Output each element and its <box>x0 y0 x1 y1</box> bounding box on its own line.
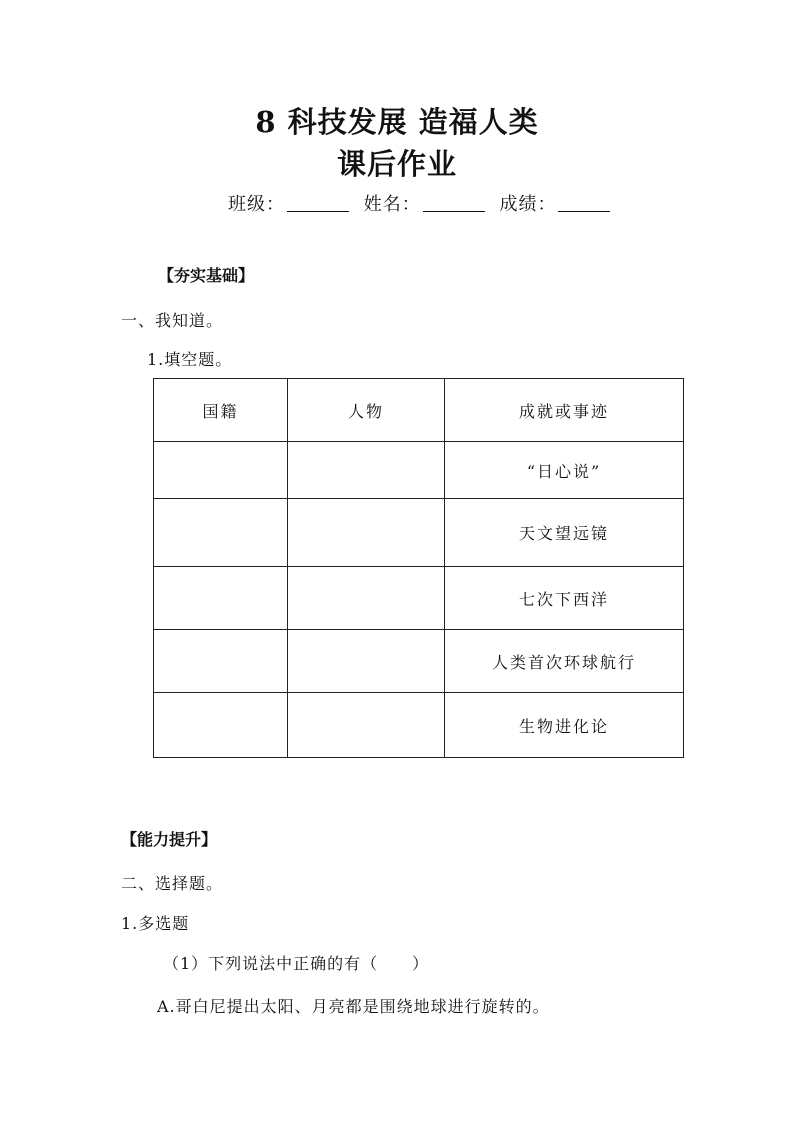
person-cell[interactable] <box>288 693 445 758</box>
part-one-heading: 一、我知道。 <box>121 311 224 330</box>
table-row <box>154 442 684 499</box>
person-cell[interactable] <box>288 442 445 499</box>
fill-in-table <box>153 378 684 758</box>
fill-blank-question: 1.填空题。 <box>147 350 233 369</box>
nationality-cell[interactable] <box>154 693 288 758</box>
score-blank[interactable] <box>558 195 610 212</box>
section-heading-ability: 【能力提升】 <box>121 830 218 849</box>
table-row <box>154 630 684 693</box>
header-nationality: 国籍 <box>154 379 288 442</box>
class-blank[interactable] <box>287 195 349 212</box>
student-info-line <box>228 190 618 216</box>
table-row <box>154 499 684 567</box>
nationality-cell[interactable] <box>154 630 288 693</box>
multi-choice-question: 1.多选题 <box>121 914 190 933</box>
person-cell[interactable] <box>288 567 445 630</box>
sub-question-1: （1）下列说法中正确的有（ ） <box>163 954 430 973</box>
achievement-cell: 天文望远镜 <box>445 499 684 567</box>
section-heading-basics: 【夯实基础】 <box>158 266 255 285</box>
class-label: 班级： <box>228 194 285 215</box>
header-person: 人物 <box>288 379 445 442</box>
table-row <box>154 567 684 630</box>
option-a[interactable]: A.哥白尼提出太阳、月亮都是围绕地球进行旋转的。 <box>157 997 550 1016</box>
page-subtitle: 课后作业 <box>336 147 457 181</box>
nationality-cell[interactable] <box>154 499 288 567</box>
nationality-cell[interactable] <box>154 442 288 499</box>
nationality-cell[interactable] <box>154 567 288 630</box>
header-achievement: 成就或事迹 <box>445 379 684 442</box>
name-blank[interactable] <box>423 195 485 212</box>
achievement-cell: 生物进化论 <box>445 693 684 758</box>
name-label: 姓名： <box>363 194 421 215</box>
achievement-cell: “日心说” <box>445 442 684 499</box>
part-two-heading: 二、选择题。 <box>121 874 224 893</box>
page-title: 8 科技发展 造福人类 <box>255 105 539 139</box>
person-cell[interactable] <box>288 499 445 567</box>
table-header-row <box>154 379 684 442</box>
score-label: 成绩： <box>499 194 557 215</box>
achievement-cell: 七次下西洋 <box>445 567 684 630</box>
table-row <box>154 693 684 758</box>
person-cell[interactable] <box>288 630 445 693</box>
achievement-cell: 人类首次环球航行 <box>445 630 684 693</box>
